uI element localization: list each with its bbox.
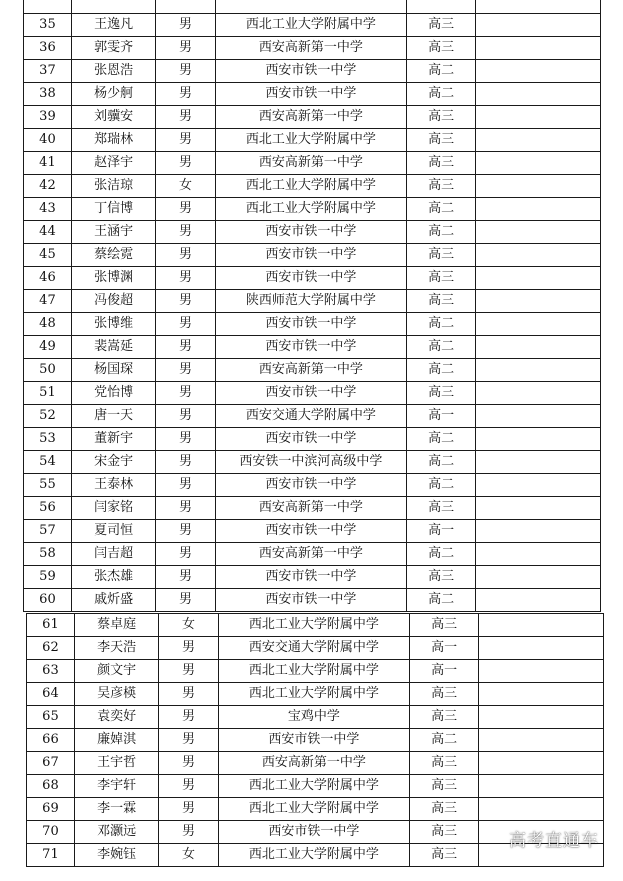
- cell-grade: 高三: [407, 497, 476, 520]
- cell-number: 35: [24, 14, 72, 37]
- cell-number: 45: [24, 244, 72, 267]
- cell-gender: 男: [156, 589, 215, 612]
- cell-number: 37: [24, 60, 72, 83]
- cell-grade: 高三: [407, 566, 476, 589]
- cell-school: 西北工业大学附属中学: [218, 798, 410, 821]
- cell-grade: 高三: [410, 775, 479, 798]
- cell-number: 56: [24, 497, 72, 520]
- cell-note: [478, 614, 603, 637]
- cell-number: 53: [24, 428, 72, 451]
- cell-school: 西北工业大学附属中学: [215, 14, 407, 37]
- cell-gender: 男: [156, 543, 215, 566]
- table-row: [27, 637, 604, 660]
- cell-school: 西安市铁一中学: [218, 821, 410, 844]
- cell-number: 40: [24, 129, 72, 152]
- table-row: [27, 775, 604, 798]
- cell-grade: 高三: [407, 290, 476, 313]
- cell-number: 46: [24, 267, 72, 290]
- cell-name: 颜文宇: [74, 660, 158, 683]
- cell-name: 裴嵩延: [71, 336, 155, 359]
- cell-school: 西北工业大学附属中学: [215, 175, 407, 198]
- cell-school: 西安市铁一中学: [215, 221, 407, 244]
- cell-gender: 男: [156, 428, 215, 451]
- table-row: [27, 798, 604, 821]
- cell-school: 西安高新第一中学: [215, 37, 407, 60]
- cell-grade: 高一: [410, 660, 479, 683]
- cell-number: 43: [24, 198, 72, 221]
- table-row: [24, 221, 601, 244]
- cell-name: 王逸凡: [71, 14, 155, 37]
- cell-school: 西安市铁一中学: [215, 589, 407, 612]
- cell-grade: [407, 0, 476, 14]
- table-row: [24, 589, 601, 612]
- cell-gender: 男: [159, 798, 218, 821]
- cell-note: [475, 566, 600, 589]
- roster-table-top: [23, 0, 601, 612]
- cell-grade: 高二: [407, 543, 476, 566]
- cell-name: 张恩浩: [71, 60, 155, 83]
- cell-number: 71: [27, 844, 75, 867]
- cell-note: [475, 106, 600, 129]
- table-row: [24, 428, 601, 451]
- cell-gender: 男: [156, 359, 215, 382]
- cell-note: [475, 589, 600, 612]
- cell-grade: 高三: [410, 844, 479, 867]
- cell-note: [475, 290, 600, 313]
- cell-note: [478, 683, 603, 706]
- cell-gender: 男: [159, 706, 218, 729]
- cell-grade: 高一: [410, 637, 479, 660]
- cell-number: 59: [24, 566, 72, 589]
- cell-number: 67: [27, 752, 75, 775]
- cell-grade: 高三: [410, 706, 479, 729]
- cell-gender: 男: [156, 520, 215, 543]
- table-row: [27, 614, 604, 637]
- cell-school: 西安市铁一中学: [215, 520, 407, 543]
- cell-grade: 高二: [407, 221, 476, 244]
- cell-name: 王泰林: [71, 474, 155, 497]
- cell-school: 西安高新第一中学: [215, 497, 407, 520]
- cell-number: 68: [27, 775, 75, 798]
- cell-number: 39: [24, 106, 72, 129]
- cell-school: 西安市铁一中学: [215, 474, 407, 497]
- cell-note: [475, 14, 600, 37]
- cell-grade: 高二: [407, 198, 476, 221]
- cell-note: [475, 359, 600, 382]
- roster-table-top-body: [24, 0, 601, 612]
- cell-grade: 高三: [410, 821, 479, 844]
- cell-school: 西北工业大学附属中学: [215, 129, 407, 152]
- cell-gender: 男: [156, 129, 215, 152]
- cell-school: 西安高新第一中学: [215, 106, 407, 129]
- cell-note: [475, 129, 600, 152]
- table-row: [27, 706, 604, 729]
- cell-note: [475, 382, 600, 405]
- cell-name: 邓灏远: [74, 821, 158, 844]
- cell-note: [478, 660, 603, 683]
- cell-school: 西北工业大学附属中学: [218, 660, 410, 683]
- cell-gender: 男: [156, 267, 215, 290]
- cell-number: 49: [24, 336, 72, 359]
- cell-grade: 高三: [410, 683, 479, 706]
- cell-name: [71, 0, 155, 14]
- cell-grade: 高三: [407, 175, 476, 198]
- cell-name: 冯俊超: [71, 290, 155, 313]
- cell-gender: 男: [156, 382, 215, 405]
- cell-gender: 男: [156, 566, 215, 589]
- cell-name: 王涵宇: [71, 221, 155, 244]
- cell-number: 61: [27, 614, 75, 637]
- cell-number: 62: [27, 637, 75, 660]
- cell-number: 55: [24, 474, 72, 497]
- cell-gender: 男: [156, 313, 215, 336]
- cell-name: 郑瑞林: [71, 129, 155, 152]
- table-row: [24, 497, 601, 520]
- cell-grade: 高二: [407, 359, 476, 382]
- cell-note: [475, 60, 600, 83]
- cell-gender: 女: [159, 614, 218, 637]
- cell-number: 58: [24, 543, 72, 566]
- cell-note: [478, 729, 603, 752]
- cell-gender: 男: [156, 336, 215, 359]
- cell-gender: [156, 0, 215, 14]
- cell-grade: 高二: [407, 474, 476, 497]
- cell-number: 42: [24, 175, 72, 198]
- cell-note: [475, 244, 600, 267]
- table-row: [27, 752, 604, 775]
- cell-note: [475, 336, 600, 359]
- cell-note: [475, 83, 600, 106]
- cell-grade: 高一: [407, 520, 476, 543]
- cell-grade: 高一: [407, 405, 476, 428]
- cell-number: 48: [24, 313, 72, 336]
- cell-gender: 男: [156, 474, 215, 497]
- cell-school: 西安市铁一中学: [215, 336, 407, 359]
- cell-school: 西北工业大学附属中学: [218, 844, 410, 867]
- cell-name: 杨少舸: [71, 83, 155, 106]
- cell-number: 64: [27, 683, 75, 706]
- cell-gender: 男: [156, 60, 215, 83]
- cell-number: 36: [24, 37, 72, 60]
- cell-name: 李天浩: [74, 637, 158, 660]
- cell-gender: 男: [156, 497, 215, 520]
- table-row: [24, 60, 601, 83]
- cell-name: 刘骥安: [71, 106, 155, 129]
- cell-school: 西安高新第一中学: [215, 359, 407, 382]
- cell-gender: 女: [156, 175, 215, 198]
- cell-gender: 男: [159, 752, 218, 775]
- cell-note: [475, 198, 600, 221]
- cell-school: 西北工业大学附属中学: [218, 683, 410, 706]
- cell-name: 戚炘盛: [71, 589, 155, 612]
- cell-school: 西安高新第一中学: [215, 543, 407, 566]
- cell-gender: 男: [159, 683, 218, 706]
- cell-number: 57: [24, 520, 72, 543]
- cell-grade: 高二: [407, 589, 476, 612]
- table-row: [24, 566, 601, 589]
- cell-name: 蔡绘霓: [71, 244, 155, 267]
- cell-gender: 男: [156, 152, 215, 175]
- table-row: [24, 543, 601, 566]
- table-row: [24, 175, 601, 198]
- cell-grade: 高三: [407, 37, 476, 60]
- watermark: 高考直通车: [509, 831, 599, 851]
- cell-name: 蔡卓庭: [74, 614, 158, 637]
- cell-gender: 男: [156, 37, 215, 60]
- cell-name: 宋金宇: [71, 451, 155, 474]
- cell-gender: 男: [159, 637, 218, 660]
- cell-name: 张洁琼: [71, 175, 155, 198]
- table-row: [24, 382, 601, 405]
- table-row: [24, 152, 601, 175]
- table-row: [24, 14, 601, 37]
- cell-name: 赵泽宇: [71, 152, 155, 175]
- cell-note: [475, 405, 600, 428]
- cell-number: 60: [24, 589, 72, 612]
- cell-name: 丁信博: [71, 198, 155, 221]
- cell-school: 西安市铁一中学: [215, 566, 407, 589]
- cell-grade: 高三: [407, 267, 476, 290]
- cell-gender: 男: [159, 660, 218, 683]
- cell-name: 党怡博: [71, 382, 155, 405]
- cell-number: 65: [27, 706, 75, 729]
- cell-number: 63: [27, 660, 75, 683]
- cell-school: 西安市铁一中学: [215, 267, 407, 290]
- cell-grade: 高三: [407, 106, 476, 129]
- cell-gender: 男: [159, 775, 218, 798]
- cell-note: [475, 152, 600, 175]
- cell-grade: 高二: [407, 313, 476, 336]
- cell-name: 董新宇: [71, 428, 155, 451]
- table-row: [24, 198, 601, 221]
- cell-grade: 高二: [407, 336, 476, 359]
- table-row: [24, 106, 601, 129]
- cell-gender: 女: [159, 844, 218, 867]
- cell-note: [475, 520, 600, 543]
- cell-name: 李一霖: [74, 798, 158, 821]
- cell-grade: 高二: [407, 60, 476, 83]
- cell-note: [475, 451, 600, 474]
- cell-grade: 高二: [407, 83, 476, 106]
- cell-note: [475, 543, 600, 566]
- cell-name: 廉婥淇: [74, 729, 158, 752]
- table-row: [24, 520, 601, 543]
- cell-school: 西安市铁一中学: [215, 83, 407, 106]
- table-row: [24, 129, 601, 152]
- cell-note: [478, 775, 603, 798]
- cell-gender: 男: [156, 451, 215, 474]
- cell-name: 闫家铭: [71, 497, 155, 520]
- cell-grade: 高二: [410, 729, 479, 752]
- cell-name: 张博维: [71, 313, 155, 336]
- table-row: [27, 683, 604, 706]
- cell-grade: 高三: [410, 752, 479, 775]
- cell-note: [478, 752, 603, 775]
- cell-note: [475, 221, 600, 244]
- cell-note: [478, 706, 603, 729]
- cell-school: 西安市铁一中学: [215, 382, 407, 405]
- table-row: [24, 83, 601, 106]
- cell-number: 50: [24, 359, 72, 382]
- cell-note: [475, 313, 600, 336]
- cell-school: 西安市铁一中学: [215, 244, 407, 267]
- cell-note: [478, 637, 603, 660]
- cell-name: 王宇哲: [74, 752, 158, 775]
- cell-name: 张博渊: [71, 267, 155, 290]
- cell-number: 66: [27, 729, 75, 752]
- cell-name: 闫吉超: [71, 543, 155, 566]
- cell-number: 47: [24, 290, 72, 313]
- cell-gender: 男: [156, 244, 215, 267]
- cell-name: 唐一天: [71, 405, 155, 428]
- cell-school: 西安高新第一中学: [215, 152, 407, 175]
- cell-school: [215, 0, 407, 14]
- cell-gender: 男: [156, 106, 215, 129]
- table-row: [24, 336, 601, 359]
- cell-gender: 男: [156, 14, 215, 37]
- cell-gender: 男: [156, 221, 215, 244]
- cell-number: 69: [27, 798, 75, 821]
- cell-school: 西安市铁一中学: [215, 60, 407, 83]
- cell-number: 38: [24, 83, 72, 106]
- cell-name: 李宇轩: [74, 775, 158, 798]
- table-row: [24, 313, 601, 336]
- cell-school: 西安高新第一中学: [218, 752, 410, 775]
- cell-gender: 男: [159, 821, 218, 844]
- cell-school: 西北工业大学附属中学: [218, 614, 410, 637]
- cell-name: 袁奕好: [74, 706, 158, 729]
- cell-note: [475, 428, 600, 451]
- cell-note: [475, 175, 600, 198]
- cell-number: 70: [27, 821, 75, 844]
- table-row: [24, 267, 601, 290]
- cell-note: [475, 267, 600, 290]
- cell-school: 西安交通大学附属中学: [218, 637, 410, 660]
- cell-name: 张杰雄: [71, 566, 155, 589]
- cell-gender: 男: [156, 83, 215, 106]
- cell-gender: 男: [156, 290, 215, 313]
- table-row: [24, 244, 601, 267]
- table-row: [24, 474, 601, 497]
- cell-name: 吴彦楧: [74, 683, 158, 706]
- cell-grade: 高三: [410, 798, 479, 821]
- table-row: [27, 660, 604, 683]
- cell-grade: 高三: [410, 614, 479, 637]
- cell-grade: 高三: [407, 129, 476, 152]
- cell-number: 44: [24, 221, 72, 244]
- cell-number: 54: [24, 451, 72, 474]
- cell-gender: 男: [156, 405, 215, 428]
- cell-grade: 高三: [407, 382, 476, 405]
- table-row: [24, 290, 601, 313]
- cell-name: 李婉钰: [74, 844, 158, 867]
- cell-school: 宝鸡中学: [218, 706, 410, 729]
- table-row: [24, 359, 601, 382]
- table-row: [24, 0, 601, 14]
- cell-school: 西北工业大学附属中学: [218, 775, 410, 798]
- cell-number: 51: [24, 382, 72, 405]
- cell-school: 西安交通大学附属中学: [215, 405, 407, 428]
- cell-grade: 高三: [407, 244, 476, 267]
- cell-school: 西安市铁一中学: [218, 729, 410, 752]
- cell-name: 郭雯齐: [71, 37, 155, 60]
- cell-note: [475, 497, 600, 520]
- cell-note: [475, 37, 600, 60]
- cell-school: 西安市铁一中学: [215, 428, 407, 451]
- cell-name: 夏司恒: [71, 520, 155, 543]
- table-row: [27, 729, 604, 752]
- table-row: [24, 451, 601, 474]
- table-row: [24, 37, 601, 60]
- cell-grade: 高二: [407, 428, 476, 451]
- cell-school: 西安市铁一中学: [215, 313, 407, 336]
- cell-note: [478, 798, 603, 821]
- cell-school: 陕西师范大学附属中学: [215, 290, 407, 313]
- table-row: [24, 405, 601, 428]
- cell-note: [475, 474, 600, 497]
- cell-gender: 男: [159, 729, 218, 752]
- cell-number: [24, 0, 72, 14]
- cell-note: [475, 0, 600, 14]
- cell-name: 杨国琛: [71, 359, 155, 382]
- cell-number: 41: [24, 152, 72, 175]
- cell-grade: 高三: [407, 14, 476, 37]
- cell-gender: 男: [156, 198, 215, 221]
- cell-school: 西北工业大学附属中学: [215, 198, 407, 221]
- cell-school: 西安铁一中滨河高级中学: [215, 451, 407, 474]
- cell-number: 52: [24, 405, 72, 428]
- cell-grade: 高三: [407, 152, 476, 175]
- cell-grade: 高二: [407, 451, 476, 474]
